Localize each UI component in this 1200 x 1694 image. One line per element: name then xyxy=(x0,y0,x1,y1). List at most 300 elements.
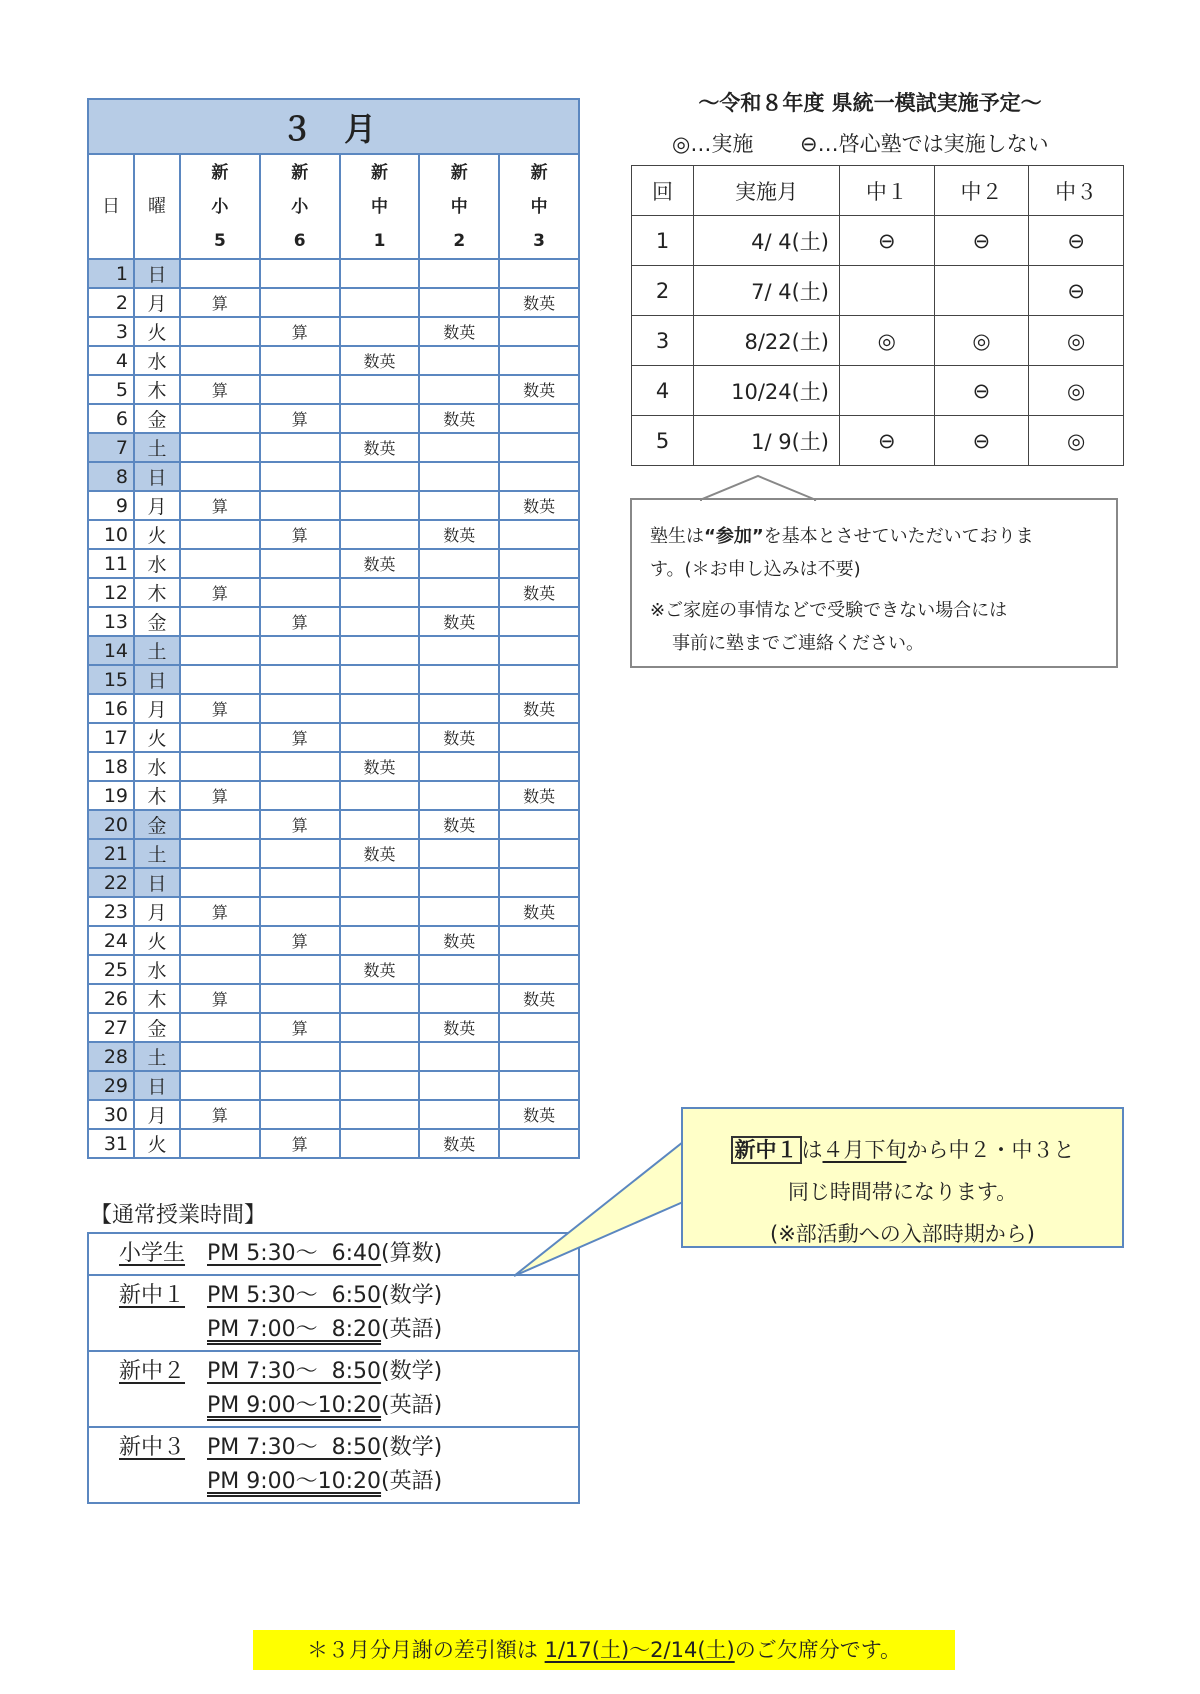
calendar-class-cell xyxy=(260,839,340,868)
calendar-class-cell xyxy=(340,1100,420,1129)
calendar-weekday: 日 xyxy=(134,1071,180,1100)
mock-mark: ◎ xyxy=(1029,316,1124,366)
calendar-day: 12 xyxy=(88,578,134,607)
calendar-class-cell xyxy=(499,346,579,375)
calendar-weekday: 金 xyxy=(134,607,180,636)
calendar-class-cell xyxy=(419,259,499,288)
mock-exam-table xyxy=(631,165,1124,466)
calendar-class-cell: 数英 xyxy=(419,607,499,636)
calendar-class-cell xyxy=(180,404,260,433)
calendar-class-cell: 数英 xyxy=(340,839,420,868)
calendar-class-cell: 数英 xyxy=(499,375,579,404)
calendar-class-cell xyxy=(180,810,260,839)
calendar-weekday: 金 xyxy=(134,810,180,839)
note-line-2: す。(＊お申し込みは不要) xyxy=(650,559,861,580)
calendar-day: 5 xyxy=(88,375,134,404)
calendar-class-cell xyxy=(180,549,260,578)
calendar-class-cell: 数英 xyxy=(340,955,420,984)
calendar-class-cell: 数英 xyxy=(419,926,499,955)
calendar-class-cell xyxy=(340,578,420,607)
calendar-class-cell xyxy=(180,636,260,665)
calendar-class-cell xyxy=(180,839,260,868)
calendar-row xyxy=(88,926,579,955)
lesson-group-name: 新中３ xyxy=(119,1435,186,1460)
calendar-weekday: 木 xyxy=(134,578,180,607)
calendar-class-cell xyxy=(419,549,499,578)
calendar-weekday: 日 xyxy=(134,259,180,288)
calendar-day: 18 xyxy=(88,752,134,781)
calendar-class-cell xyxy=(499,723,579,752)
header-day: 日 xyxy=(88,154,134,259)
mock-date: 10/24(土) xyxy=(694,366,840,416)
calendar-class-cell xyxy=(419,955,499,984)
calendar-class-cell xyxy=(499,955,579,984)
mock-mark: ⊖ xyxy=(934,216,1029,266)
calendar-class-cell xyxy=(180,462,260,491)
calendar-row xyxy=(88,723,579,752)
calendar-class-cell xyxy=(499,636,579,665)
calendar-class-cell: 数英 xyxy=(340,433,420,462)
calendar-row xyxy=(88,433,579,462)
calendar-day: 15 xyxy=(88,665,134,694)
calendar-weekday: 日 xyxy=(134,665,180,694)
calendar-class-cell xyxy=(340,723,420,752)
lesson-time: PM 5:30～ 6:40 xyxy=(207,1241,382,1266)
calendar-class-cell xyxy=(260,578,340,607)
calendar-class-cell: 数英 xyxy=(499,984,579,1013)
mock-mark: ◎ xyxy=(1029,366,1124,416)
calendar-class-cell xyxy=(340,404,420,433)
calendar-day: 7 xyxy=(88,433,134,462)
calendar-class-cell xyxy=(260,462,340,491)
calendar-weekday: 日 xyxy=(134,462,180,491)
mock-mark: ⊖ xyxy=(840,416,935,466)
calendar-class-cell xyxy=(260,433,340,462)
calendar-day: 3 xyxy=(88,317,134,346)
calendar-class-cell xyxy=(180,868,260,897)
calendar-class-cell xyxy=(340,636,420,665)
calendar-weekday: 火 xyxy=(134,723,180,752)
calendar-row xyxy=(88,578,579,607)
mock-header-cell: 回 xyxy=(632,166,694,216)
calendar-class-cell xyxy=(419,462,499,491)
mock-mark: ⊖ xyxy=(934,416,1029,466)
calendar-row xyxy=(88,955,579,984)
notice-box-tail xyxy=(512,1140,684,1280)
mock-round: 3 xyxy=(632,316,694,366)
calendar-class-cell xyxy=(419,839,499,868)
calendar-day: 14 xyxy=(88,636,134,665)
mock-row xyxy=(632,366,1124,416)
header-col-2: 新 小 6 xyxy=(260,154,340,259)
header-col-3: 新 中 1 xyxy=(340,154,420,259)
calendar-class-cell: 算 xyxy=(180,984,260,1013)
header-col-1: 新 小 5 xyxy=(180,154,260,259)
calendar-class-cell: 算 xyxy=(180,694,260,723)
calendar-row xyxy=(88,491,579,520)
calendar-class-cell xyxy=(340,810,420,839)
mock-row xyxy=(632,316,1124,366)
calendar-class-cell xyxy=(260,375,340,404)
mock-header-cell: 中１ xyxy=(840,166,935,216)
lesson-time: PM 9:00～10:20 xyxy=(207,1469,382,1494)
calendar-weekday: 木 xyxy=(134,375,180,404)
calendar-class-cell: 算 xyxy=(260,926,340,955)
legend-not-done: ⊖…啓心塾では実施しない xyxy=(800,132,1049,156)
header-col-5: 新 中 3 xyxy=(499,154,579,259)
calendar-class-cell xyxy=(419,1100,499,1129)
notice-line-1: 新中１ は４月下旬から中２・中３と xyxy=(683,1129,1122,1171)
calendar-class-cell xyxy=(419,897,499,926)
calendar-class-cell xyxy=(499,259,579,288)
calendar-day: 27 xyxy=(88,1013,134,1042)
calendar-month-title: ３ 月 xyxy=(88,99,579,154)
calendar-class-cell: 数英 xyxy=(419,404,499,433)
calendar-class-cell: 数英 xyxy=(499,288,579,317)
calendar-class-cell xyxy=(419,781,499,810)
calendar-row xyxy=(88,694,579,723)
calendar-class-cell xyxy=(340,897,420,926)
calendar-class-cell: 数英 xyxy=(419,1129,499,1158)
calendar-class-cell xyxy=(499,1013,579,1042)
calendar-class-cell xyxy=(260,868,340,897)
calendar-class-cell xyxy=(260,1100,340,1129)
calendar-day: 30 xyxy=(88,1100,134,1129)
calendar-class-cell xyxy=(340,1042,420,1071)
calendar-weekday: 火 xyxy=(134,317,180,346)
calendar-class-cell xyxy=(499,520,579,549)
calendar-class-cell xyxy=(340,288,420,317)
calendar-class-cell xyxy=(180,346,260,375)
mock-mark: ◎ xyxy=(1029,416,1124,466)
lesson-time: PM 5:30～ 6:50 xyxy=(207,1283,382,1308)
mock-header-cell: 実施月 xyxy=(694,166,840,216)
calendar-class-cell xyxy=(419,636,499,665)
header-weekday: 曜 xyxy=(134,154,180,259)
lesson-subject: (数学) xyxy=(381,1359,443,1384)
calendar-class-cell xyxy=(419,375,499,404)
calendar-weekday: 水 xyxy=(134,346,180,375)
calendar-class-cell xyxy=(499,1042,579,1071)
mock-mark xyxy=(934,266,1029,316)
calendar-weekday: 火 xyxy=(134,520,180,549)
calendar-class-cell: 算 xyxy=(180,897,260,926)
calendar-weekday: 水 xyxy=(134,955,180,984)
calendar-weekday: 土 xyxy=(134,433,180,462)
calendar-class-cell xyxy=(260,694,340,723)
mock-round: 1 xyxy=(632,216,694,266)
calendar-class-cell: 数英 xyxy=(499,897,579,926)
calendar-day: 1 xyxy=(88,259,134,288)
calendar-row xyxy=(88,549,579,578)
calendar-class-cell: 算 xyxy=(260,1129,340,1158)
calendar-row xyxy=(88,259,579,288)
calendar-class-cell: 算 xyxy=(180,288,260,317)
notice-line-3: (※部活動への入部時期から) xyxy=(770,1222,1035,1246)
calendar-class-cell xyxy=(180,752,260,781)
calendar-weekday: 土 xyxy=(134,839,180,868)
mock-date: 7/ 4(土) xyxy=(694,266,840,316)
mock-legend xyxy=(630,128,1110,158)
calendar-header-row xyxy=(88,154,579,259)
calendar-class-cell xyxy=(499,433,579,462)
lesson-group xyxy=(89,1234,578,1274)
calendar-table xyxy=(87,98,580,1159)
calendar-class-cell xyxy=(499,462,579,491)
calendar-class-cell xyxy=(180,520,260,549)
calendar-class-cell xyxy=(340,868,420,897)
calendar-class-cell xyxy=(340,462,420,491)
calendar-class-cell: 算 xyxy=(260,404,340,433)
calendar-class-cell xyxy=(499,549,579,578)
tuition-deduction-note: ＊３月分月謝の差引額は 1/17(土)～2/14(土)のご欠席分です。 xyxy=(253,1630,955,1670)
mock-round: 4 xyxy=(632,366,694,416)
mock-row xyxy=(632,416,1124,466)
calendar-class-cell xyxy=(340,1013,420,1042)
calendar-weekday: 水 xyxy=(134,549,180,578)
calendar-class-cell: 数英 xyxy=(340,752,420,781)
notice-line-2: 同じ時間帯になります。 xyxy=(787,1180,1018,1204)
calendar-class-cell xyxy=(180,665,260,694)
calendar-day: 10 xyxy=(88,520,134,549)
calendar-class-cell xyxy=(180,259,260,288)
calendar-class-cell xyxy=(419,694,499,723)
calendar-class-cell xyxy=(180,433,260,462)
calendar-weekday: 月 xyxy=(134,897,180,926)
calendar-row xyxy=(88,897,579,926)
calendar-weekday: 土 xyxy=(134,1042,180,1071)
calendar-day: 13 xyxy=(88,607,134,636)
calendar-class-cell: 数英 xyxy=(419,1013,499,1042)
calendar-day: 31 xyxy=(88,1129,134,1158)
calendar-row xyxy=(88,346,579,375)
calendar-row xyxy=(88,665,579,694)
calendar-class-cell xyxy=(260,636,340,665)
calendar-weekday: 月 xyxy=(134,694,180,723)
calendar-class-cell: 算 xyxy=(260,723,340,752)
lesson-line xyxy=(89,1237,578,1271)
calendar-row xyxy=(88,810,579,839)
lesson-line xyxy=(89,1313,578,1347)
lesson-group xyxy=(89,1274,578,1350)
calendar-class-cell xyxy=(180,926,260,955)
calendar-row xyxy=(88,520,579,549)
mock-round: 2 xyxy=(632,266,694,316)
calendar-weekday: 木 xyxy=(134,781,180,810)
calendar-class-cell xyxy=(260,549,340,578)
calendar-class-cell xyxy=(180,955,260,984)
calendar-day: 8 xyxy=(88,462,134,491)
calendar-class-cell xyxy=(419,665,499,694)
calendar-row xyxy=(88,984,579,1013)
mock-mark xyxy=(840,366,935,416)
calendar-weekday: 日 xyxy=(134,868,180,897)
calendar-row xyxy=(88,636,579,665)
calendar-class-cell: 数英 xyxy=(499,491,579,520)
lesson-time: PM 7:30～ 8:50 xyxy=(207,1359,382,1384)
calendar-class-cell xyxy=(340,259,420,288)
calendar-class-cell xyxy=(499,868,579,897)
lesson-subject: (数学) xyxy=(381,1283,443,1308)
calendar-class-cell xyxy=(180,607,260,636)
calendar-row xyxy=(88,1071,579,1100)
calendar-weekday: 月 xyxy=(134,1100,180,1129)
lesson-time-box xyxy=(87,1232,580,1504)
calendar-class-cell: 数英 xyxy=(419,317,499,346)
calendar-class-cell: 算 xyxy=(180,578,260,607)
lesson-line xyxy=(89,1279,578,1313)
new-chu1-notice-box xyxy=(681,1107,1124,1248)
calendar-day: 11 xyxy=(88,549,134,578)
calendar-class-cell: 数英 xyxy=(499,694,579,723)
calendar-class-cell xyxy=(340,694,420,723)
calendar-row xyxy=(88,288,579,317)
lesson-group-name: 小学生 xyxy=(119,1241,186,1266)
calendar-day: 23 xyxy=(88,897,134,926)
calendar-class-cell xyxy=(340,665,420,694)
mock-row xyxy=(632,216,1124,266)
lesson-subject: (算数) xyxy=(381,1241,443,1266)
lesson-group-name: 新中２ xyxy=(119,1359,186,1384)
lesson-line xyxy=(89,1431,578,1465)
note-line-3: ※ご家庭の事情などで受験できない場合には xyxy=(650,600,1008,621)
calendar-class-cell xyxy=(419,1071,499,1100)
calendar-class-cell xyxy=(419,868,499,897)
calendar-day: 29 xyxy=(88,1071,134,1100)
note-line-4: 事前に塾までご連絡ください。 xyxy=(672,633,924,654)
mock-header-row xyxy=(632,166,1124,216)
calendar-class-cell xyxy=(260,665,340,694)
calendar-class-cell xyxy=(499,839,579,868)
calendar-class-cell xyxy=(180,1129,260,1158)
calendar-day: 17 xyxy=(88,723,134,752)
calendar-day: 16 xyxy=(88,694,134,723)
calendar-class-cell: 算 xyxy=(180,1100,260,1129)
calendar-weekday: 土 xyxy=(134,636,180,665)
calendar-class-cell xyxy=(260,259,340,288)
calendar-class-cell xyxy=(499,1071,579,1100)
calendar-row xyxy=(88,1100,579,1129)
calendar-weekday: 火 xyxy=(134,1129,180,1158)
lesson-subject: (英語) xyxy=(381,1393,443,1418)
calendar-day: 2 xyxy=(88,288,134,317)
lesson-time-label: 【通常授業時間】 xyxy=(90,1203,267,1228)
calendar-class-cell: 数英 xyxy=(419,723,499,752)
calendar-class-cell xyxy=(419,346,499,375)
note-line-1: 塾生は“参加”を基本とさせていただいておりま xyxy=(650,526,1034,547)
calendar-class-cell xyxy=(419,578,499,607)
lesson-group xyxy=(89,1426,578,1502)
calendar-class-cell: 算 xyxy=(260,317,340,346)
calendar-class-cell: 算 xyxy=(180,375,260,404)
calendar-row xyxy=(88,1013,579,1042)
calendar-class-cell xyxy=(340,984,420,1013)
calendar-row xyxy=(88,839,579,868)
calendar-class-cell xyxy=(340,491,420,520)
lesson-subject: (数学) xyxy=(381,1435,443,1460)
mock-header-cell: 中２ xyxy=(934,166,1029,216)
calendar-class-cell xyxy=(260,752,340,781)
calendar-day: 21 xyxy=(88,839,134,868)
mock-date: 8/22(土) xyxy=(694,316,840,366)
calendar-day: 26 xyxy=(88,984,134,1013)
calendar-class-cell xyxy=(419,1042,499,1071)
calendar-row xyxy=(88,781,579,810)
calendar-class-cell xyxy=(180,1071,260,1100)
calendar-class-cell: 算 xyxy=(260,607,340,636)
calendar-class-cell: 算 xyxy=(180,781,260,810)
calendar-row xyxy=(88,317,579,346)
calendar-class-cell xyxy=(419,752,499,781)
calendar-day: 6 xyxy=(88,404,134,433)
calendar-class-cell: 算 xyxy=(260,810,340,839)
calendar-class-cell: 数英 xyxy=(419,810,499,839)
calendar-class-cell xyxy=(180,1042,260,1071)
calendar-class-cell: 数英 xyxy=(499,1100,579,1129)
calendar-class-cell xyxy=(499,317,579,346)
calendar-class-cell xyxy=(340,375,420,404)
lesson-line xyxy=(89,1465,578,1499)
lesson-group-name: 新中１ xyxy=(119,1283,186,1308)
calendar-class-cell: 数英 xyxy=(340,549,420,578)
lesson-group xyxy=(89,1350,578,1426)
calendar-row xyxy=(88,1129,579,1158)
lesson-subject: (英語) xyxy=(381,1317,443,1342)
calendar-class-cell xyxy=(260,491,340,520)
mock-mark: ⊖ xyxy=(934,366,1029,416)
calendar-class-cell xyxy=(419,491,499,520)
calendar-weekday: 水 xyxy=(134,752,180,781)
calendar-weekday: 火 xyxy=(134,926,180,955)
calendar-class-cell xyxy=(260,288,340,317)
mock-mark: ⊖ xyxy=(840,216,935,266)
lesson-time: PM 7:00～ 8:20 xyxy=(207,1317,382,1342)
calendar-class-cell xyxy=(180,723,260,752)
calendar-weekday: 金 xyxy=(134,404,180,433)
calendar-class-cell xyxy=(499,752,579,781)
calendar-class-cell xyxy=(180,317,260,346)
calendar-class-cell xyxy=(260,955,340,984)
calendar-day: 19 xyxy=(88,781,134,810)
calendar-class-cell: 数英 xyxy=(340,346,420,375)
lesson-subject: (英語) xyxy=(381,1469,443,1494)
mock-header-cell: 中３ xyxy=(1029,166,1124,216)
calendar-day: 22 xyxy=(88,868,134,897)
lesson-line xyxy=(89,1389,578,1423)
calendar-class-cell xyxy=(499,607,579,636)
calendar-weekday: 木 xyxy=(134,984,180,1013)
calendar-class-cell xyxy=(499,404,579,433)
calendar-class-cell: 数英 xyxy=(499,578,579,607)
calendar-class-cell xyxy=(499,926,579,955)
mock-mark: ◎ xyxy=(840,316,935,366)
mock-round: 5 xyxy=(632,416,694,466)
calendar-class-cell xyxy=(340,317,420,346)
calendar-row xyxy=(88,607,579,636)
mock-date: 1/ 9(土) xyxy=(694,416,840,466)
calendar-class-cell xyxy=(180,1013,260,1042)
calendar-class-cell xyxy=(340,926,420,955)
lesson-line xyxy=(89,1355,578,1389)
header-col-4: 新 中 2 xyxy=(419,154,499,259)
calendar-class-cell xyxy=(260,346,340,375)
calendar-class-cell xyxy=(260,1071,340,1100)
calendar-day: 24 xyxy=(88,926,134,955)
calendar-row xyxy=(88,1042,579,1071)
calendar-class-cell xyxy=(340,1071,420,1100)
calendar-class-cell xyxy=(340,781,420,810)
calendar-row xyxy=(88,375,579,404)
